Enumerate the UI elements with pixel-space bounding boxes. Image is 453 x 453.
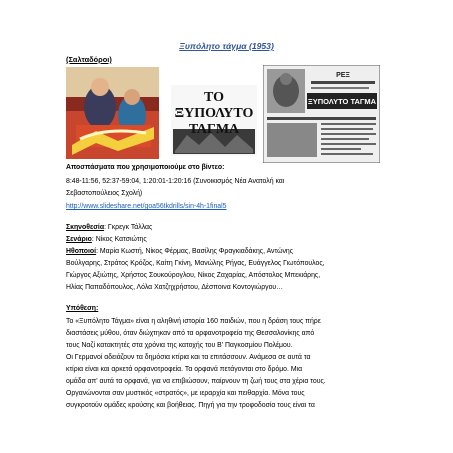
director-line — [66, 224, 152, 233]
director-value: : Γκρεγκ Τάλλας — [104, 224, 153, 231]
title-card-line2: ΞΥΠΟΛΥΤΟ — [174, 106, 254, 121]
clips-times-line2: Σεβαστοπούλειος Σχολή) — [66, 190, 143, 197]
plot-heading: Υπόθεση: — [66, 305, 99, 312]
script-value: : Νίκος Κατσιώτης — [91, 236, 147, 243]
slideshare-link[interactable]: http://www.slideshare.net/goa56tkdrills/sin-4h-1final5 — [66, 203, 227, 210]
clips-heading: Αποσπάσματα που χρησιμοποιούμε στο βίντεο: — [66, 164, 225, 171]
plot-line: τους Ναζί κατακτητές στα χρόνια της κατοχής του Β' Παγκοσμίου Πολέμου. — [66, 342, 293, 349]
cast-line — [66, 248, 293, 257]
cast-line3: Γιώργος Αξιώτης, Χρήστος Σουκούρογλου, Νίκος Ζαχαρίας, Απόστολος Μπεκιάρης, — [66, 272, 321, 279]
cast-label: Ηθοποιοί — [66, 248, 97, 255]
advert-movie-title: ΞΥΠΟΛΥΤΟ ΤΑΓΜΑ — [307, 97, 377, 106]
movie-poster-left — [66, 67, 159, 159]
document-subtitle: (Σαλταδόροι) — [66, 55, 112, 64]
movie-title-card — [171, 85, 257, 156]
plot-line: διαστάσεις μύθου, όταν διώχτηκαν από τα ορφανοτροφεία της Θεσσαλονίκης από — [66, 330, 315, 337]
script-label: Σενάριο — [66, 236, 92, 243]
plot-line: κτίρια είναι και αρκετά ορφανοτροφεία. Τα ορφανά πετάγονται στο δρόμο. Μια — [66, 366, 303, 373]
document-title: Ξυπόλητο τάγμα (1953) — [179, 41, 274, 51]
clips-times-line1: 8:48-11:56, 52:37-59:04, 1:20:01-1:20:16 (Συνοικισμός Νέα Ανατολή και — [66, 178, 285, 185]
newspaper-advert — [263, 65, 380, 163]
plot-line: Οργανώνονται σαν μυστικός «στρατός», με ιεραρχία και πειθαρχία. Μόνα τους — [66, 390, 305, 397]
plot-line: συγκροτούν ομάδες κρούσης και βοήθειας. Πηγή για την τροφοδοσία τους είναι τα — [66, 402, 315, 409]
plot-line: Οι Γερμανοί αδειάζουν τα δημόσια κτίρια και τα επιτάσσουν. Ανάμεσα σε αυτά τα — [66, 354, 311, 361]
cast-line4: Ηλίας Παπαδόπουλος, Λόλα Χατζηχρήστου, Δέσποινα Κοντογιώργου… — [66, 284, 284, 291]
director-label: Σκηνοθεσία — [66, 224, 105, 231]
title-card-line1: ΤΟ — [204, 90, 224, 105]
title-card-line3: ΤΑΓΜΑ — [188, 122, 240, 137]
advert-cinema-name: ΡΕΞ — [336, 72, 350, 79]
plot-line: Το «Ξυπόλητο Τάγμα» είναι η αληθινή ιστορία 160 παιδιών, που η δράση τους πήρε — [66, 318, 321, 325]
cast-value-line1: : Μαρία Κωστή, Νίκος Φέρμας, Βασίλης Φραγκιαδάκης, Αντώνης — [96, 248, 294, 255]
plot-line: ομάδα απ' αυτά τα ορφανά, για να επιβιώσουν, παίρνουν τη ζωή τους στα χέρια τους. — [66, 378, 326, 385]
script-line — [66, 236, 147, 245]
cast-line2: Βούλγαρης, Στράτος Κρόζος, Καίτη Γκίνη, Μανώλης Ρήγας, Ευάγγελος Γιωτόπουλος, — [66, 260, 325, 267]
